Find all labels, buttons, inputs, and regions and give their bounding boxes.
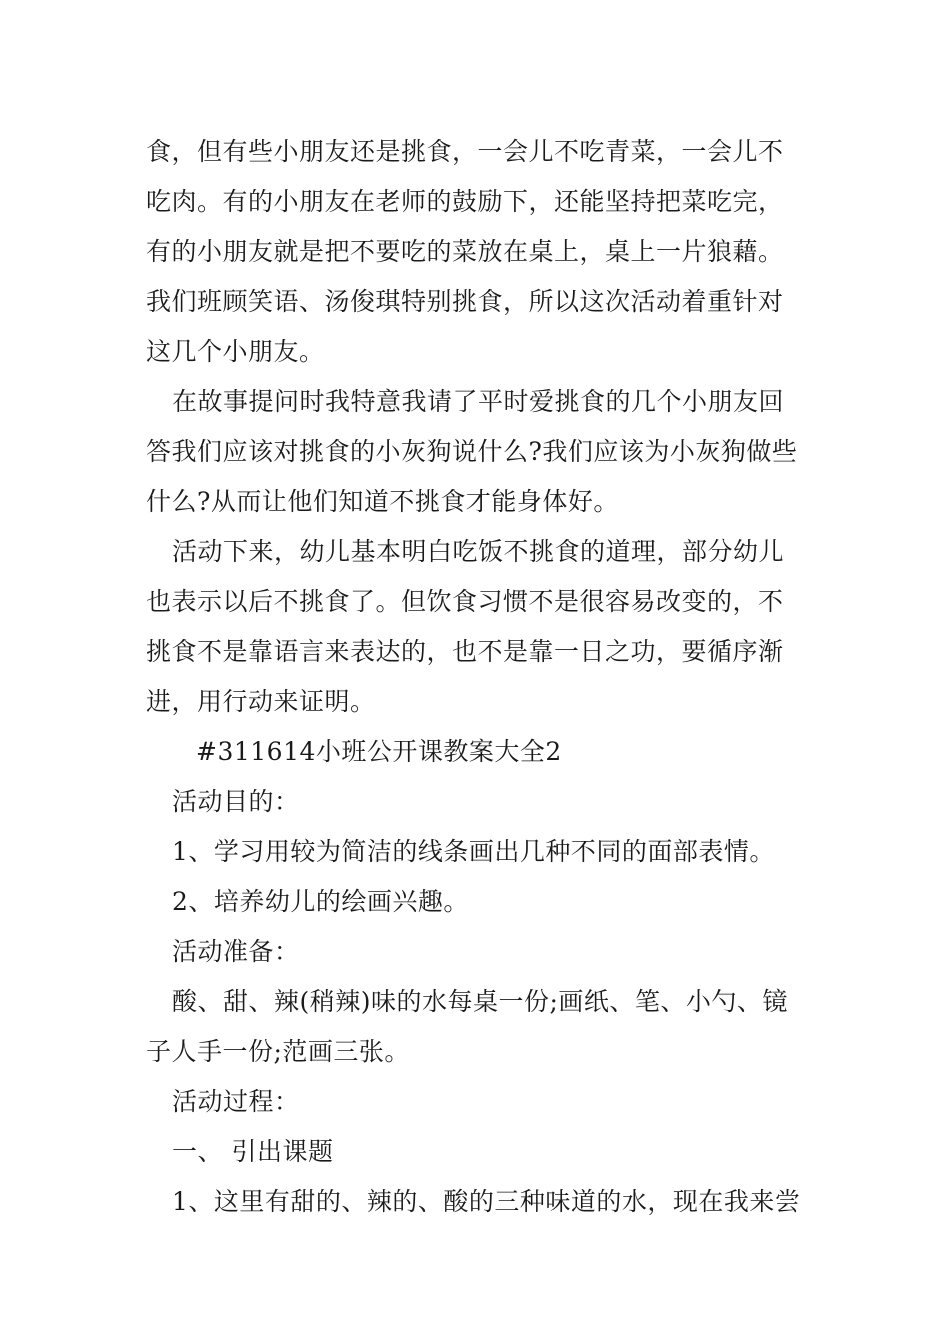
list-item-line: 2、培养幼儿的绘画兴趣。 xyxy=(172,887,469,916)
section-heading: #311614小班公开课教案大全2 xyxy=(196,737,562,766)
text-line: 有的小朋友就是把不要吃的菜放在桌上，桌上一片狼藉。 xyxy=(146,237,784,266)
text-line: 食，但有些小朋友还是挑食，一会儿不吃青菜，一会儿不 xyxy=(146,137,784,166)
text-line: 我们班顾笑语、汤俊琪特别挑食，所以这次活动着重针对 xyxy=(146,287,784,316)
text-line: 答我们应该对挑食的小灰狗说什么?我们应该为小灰狗做些 xyxy=(146,437,798,466)
paragraph-start-line: 酸、甜、辣(稍辣)味的水每桌一份;画纸、笔、小勺、镜 xyxy=(172,987,788,1016)
list-item-line: 一、 引出课题 xyxy=(172,1137,334,1166)
text-line: 也表示以后不挑食了。但饮食习惯不是很容易改变的，不 xyxy=(146,587,784,616)
subheading-line: 活动准备： xyxy=(172,937,300,966)
text-line: 进，用行动来证明。 xyxy=(146,687,376,716)
paragraph-start-line: 在故事提问时我特意我请了平时爱挑食的几个小朋友回 xyxy=(172,387,785,416)
subheading-line: 活动目的： xyxy=(172,787,300,816)
subheading-line: 活动过程： xyxy=(172,1087,300,1116)
text-line: 吃肉。有的小朋友在老师的鼓励下，还能坚持把菜吃完， xyxy=(146,187,784,216)
list-item-line: 1、这里有甜的、辣的、酸的三种味道的水，现在我来尝 xyxy=(172,1187,801,1216)
text-line: 什么?从而让他们知道不挑食才能身体好。 xyxy=(146,487,619,516)
text-line: 挑食不是靠语言来表达的，也不是靠一日之功，要循序渐 xyxy=(146,637,784,666)
text-line: 子人手一份;范画三张。 xyxy=(146,1037,410,1066)
paragraph-start-line: 活动下来，幼儿基本明白吃饭不挑食的道理，部分幼儿 xyxy=(172,537,785,566)
list-item-line: 1、学习用较为简洁的线条画出几种不同的面部表情。 xyxy=(172,837,775,866)
text-line: 这几个小朋友。 xyxy=(146,337,325,366)
